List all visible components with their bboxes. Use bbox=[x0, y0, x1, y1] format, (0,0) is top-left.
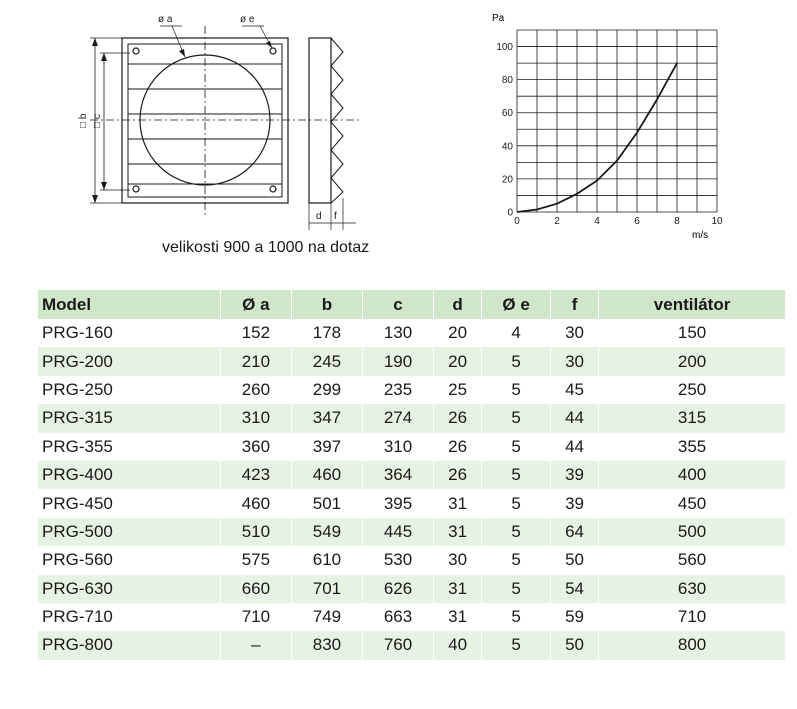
table-cell: 5 bbox=[482, 603, 551, 631]
table-row bbox=[38, 603, 785, 631]
table-cell: 400 bbox=[599, 461, 785, 489]
table-cell: 31 bbox=[434, 603, 482, 631]
table-cell: 360 bbox=[220, 433, 291, 461]
y-tick-label: 80 bbox=[501, 75, 513, 87]
x-tick-label: 4 bbox=[594, 216, 600, 227]
x-tick-label: 6 bbox=[634, 216, 640, 227]
table-cell: 355 bbox=[599, 433, 785, 461]
x-tick-label: 2 bbox=[554, 216, 560, 227]
size-note: velikosti 900 a 1000 na dotaz bbox=[162, 239, 370, 256]
table-row bbox=[38, 518, 785, 546]
table-cell: 315 bbox=[599, 404, 785, 432]
table-cell: 5 bbox=[482, 489, 551, 517]
table-cell: 39 bbox=[550, 489, 598, 517]
table-row bbox=[38, 347, 785, 375]
table-cell: 30 bbox=[434, 546, 482, 574]
x-tick-label: 8 bbox=[674, 216, 680, 227]
table-cell: 152 bbox=[220, 319, 291, 347]
table-cell: 501 bbox=[291, 489, 362, 517]
table-cell: PRG-710 bbox=[42, 607, 113, 627]
table-cell: 450 bbox=[599, 489, 785, 517]
table-cell: 800 bbox=[599, 631, 785, 659]
table-cell: 44 bbox=[550, 433, 598, 461]
table-row bbox=[38, 376, 785, 404]
table-cell: 460 bbox=[291, 461, 362, 489]
table-cell: 235 bbox=[362, 376, 433, 404]
table-cell: 50 bbox=[550, 546, 598, 574]
x-axis-label: m/s bbox=[692, 230, 709, 241]
table-cell: 26 bbox=[434, 433, 482, 461]
table-cell: 630 bbox=[599, 575, 785, 603]
table-cell: 395 bbox=[362, 489, 433, 517]
table-cell: 310 bbox=[362, 433, 433, 461]
table-cell: PRG-160 bbox=[42, 323, 113, 343]
table-cell: 26 bbox=[434, 404, 482, 432]
table-cell: PRG-560 bbox=[42, 550, 113, 570]
x-tick-label: 0 bbox=[514, 216, 520, 227]
table-cell: 30 bbox=[550, 319, 598, 347]
table-cell: 39 bbox=[550, 461, 598, 489]
table-cell: 510 bbox=[220, 518, 291, 546]
table-header-row bbox=[38, 290, 785, 319]
column-header: Ø e bbox=[482, 290, 551, 319]
y-tick-label: 100 bbox=[496, 42, 513, 54]
table-cell: 20 bbox=[434, 347, 482, 375]
table-cell: 397 bbox=[291, 433, 362, 461]
table-cell: 749 bbox=[291, 603, 362, 631]
table-cell: 423 bbox=[220, 461, 291, 489]
table-cell: 5 bbox=[482, 575, 551, 603]
y-tick-label: 20 bbox=[501, 174, 513, 186]
table-cell: PRG-800 bbox=[38, 631, 220, 659]
table-row bbox=[38, 433, 785, 461]
table-cell: 500 bbox=[599, 518, 785, 546]
table-cell: 460 bbox=[220, 489, 291, 517]
table-cell: 40 bbox=[434, 631, 482, 659]
table-cell: 31 bbox=[434, 575, 482, 603]
table-cell: 20 bbox=[434, 319, 482, 347]
technical-drawing bbox=[60, 8, 390, 238]
label-diameter-e: ø e bbox=[240, 14, 255, 25]
table-cell: 45 bbox=[550, 376, 598, 404]
label-f: f bbox=[334, 211, 337, 222]
table-cell: 30 bbox=[550, 347, 598, 375]
table-row bbox=[38, 631, 785, 659]
table-cell: 150 bbox=[599, 319, 785, 347]
table-cell: 5 bbox=[482, 631, 551, 659]
table-cell: 50 bbox=[550, 631, 598, 659]
label-d: d bbox=[316, 211, 322, 222]
table-cell: PRG-630 bbox=[38, 575, 220, 603]
table-cell: PRG-355 bbox=[42, 436, 113, 456]
y-tick-label: 40 bbox=[501, 141, 513, 153]
column-header: Ø a bbox=[220, 290, 291, 319]
table-cell: 760 bbox=[362, 631, 433, 659]
table-row bbox=[38, 546, 785, 574]
table-cell: 130 bbox=[362, 319, 433, 347]
table-cell: 210 bbox=[220, 347, 291, 375]
table-cell: 5 bbox=[482, 433, 551, 461]
table-cell: 560 bbox=[599, 546, 785, 574]
label-c: □ c bbox=[92, 114, 103, 128]
pressure-chart bbox=[482, 8, 732, 244]
table-cell: 25 bbox=[434, 376, 482, 404]
table-cell: 5 bbox=[482, 546, 551, 574]
table-cell: 610 bbox=[291, 546, 362, 574]
table-cell: 530 bbox=[362, 546, 433, 574]
label-diameter-a: ø a bbox=[158, 14, 173, 25]
table-cell: 830 bbox=[291, 631, 362, 659]
table-cell: PRG-315 bbox=[38, 404, 220, 432]
table-cell: 26 bbox=[434, 461, 482, 489]
table-cell: 299 bbox=[291, 376, 362, 404]
table-cell: 260 bbox=[220, 376, 291, 404]
table-cell: 200 bbox=[599, 347, 785, 375]
column-header: c bbox=[362, 290, 433, 319]
table-row bbox=[38, 404, 785, 432]
label-b: □ b bbox=[78, 113, 89, 128]
table-cell: PRG-400 bbox=[38, 461, 220, 489]
column-header: Model bbox=[38, 290, 220, 319]
table-cell: 54 bbox=[550, 575, 598, 603]
y-tick-label: 0 bbox=[507, 207, 513, 219]
table-cell: 575 bbox=[220, 546, 291, 574]
table-cell: 59 bbox=[550, 603, 598, 631]
table-cell: PRG-250 bbox=[42, 379, 113, 399]
table-row bbox=[38, 489, 785, 517]
table-cell: 663 bbox=[362, 603, 433, 631]
table-cell: 710 bbox=[220, 603, 291, 631]
table-cell: 549 bbox=[291, 518, 362, 546]
table-cell: 701 bbox=[291, 575, 362, 603]
table-cell: 64 bbox=[550, 518, 598, 546]
table-cell: 5 bbox=[482, 461, 551, 489]
column-header: d bbox=[434, 290, 482, 319]
table-cell: 660 bbox=[220, 575, 291, 603]
table-cell: – bbox=[220, 631, 291, 659]
table-cell: 445 bbox=[362, 518, 433, 546]
x-tick-label: 10 bbox=[711, 216, 723, 227]
table-row bbox=[38, 575, 785, 603]
table-cell: 245 bbox=[291, 347, 362, 375]
table-cell: PRG-500 bbox=[38, 518, 220, 546]
y-axis-label: Pa bbox=[492, 13, 505, 24]
table-cell: 4 bbox=[482, 319, 551, 347]
specification-table bbox=[38, 290, 785, 660]
table-cell: 5 bbox=[482, 347, 551, 375]
column-header: f bbox=[550, 290, 598, 319]
table-cell: 364 bbox=[362, 461, 433, 489]
table-cell: 178 bbox=[291, 319, 362, 347]
table-cell: PRG-450 bbox=[42, 493, 113, 513]
table-cell: 5 bbox=[482, 518, 551, 546]
table-cell: 710 bbox=[599, 603, 785, 631]
table-cell: 5 bbox=[482, 404, 551, 432]
table-cell: 31 bbox=[434, 489, 482, 517]
y-tick-label: 60 bbox=[501, 108, 513, 120]
table-row bbox=[38, 319, 785, 347]
table-cell: 274 bbox=[362, 404, 433, 432]
table-cell: 626 bbox=[362, 575, 433, 603]
table-cell: 44 bbox=[550, 404, 598, 432]
table-cell: 310 bbox=[220, 404, 291, 432]
table-cell: 347 bbox=[291, 404, 362, 432]
table-cell: 31 bbox=[434, 518, 482, 546]
table-row bbox=[38, 461, 785, 489]
column-header: ventilátor bbox=[599, 290, 785, 319]
table-cell: 190 bbox=[362, 347, 433, 375]
column-header: b bbox=[291, 290, 362, 319]
table-cell: 5 bbox=[482, 376, 551, 404]
table-cell: PRG-200 bbox=[38, 347, 220, 375]
table-cell: 250 bbox=[599, 376, 785, 404]
